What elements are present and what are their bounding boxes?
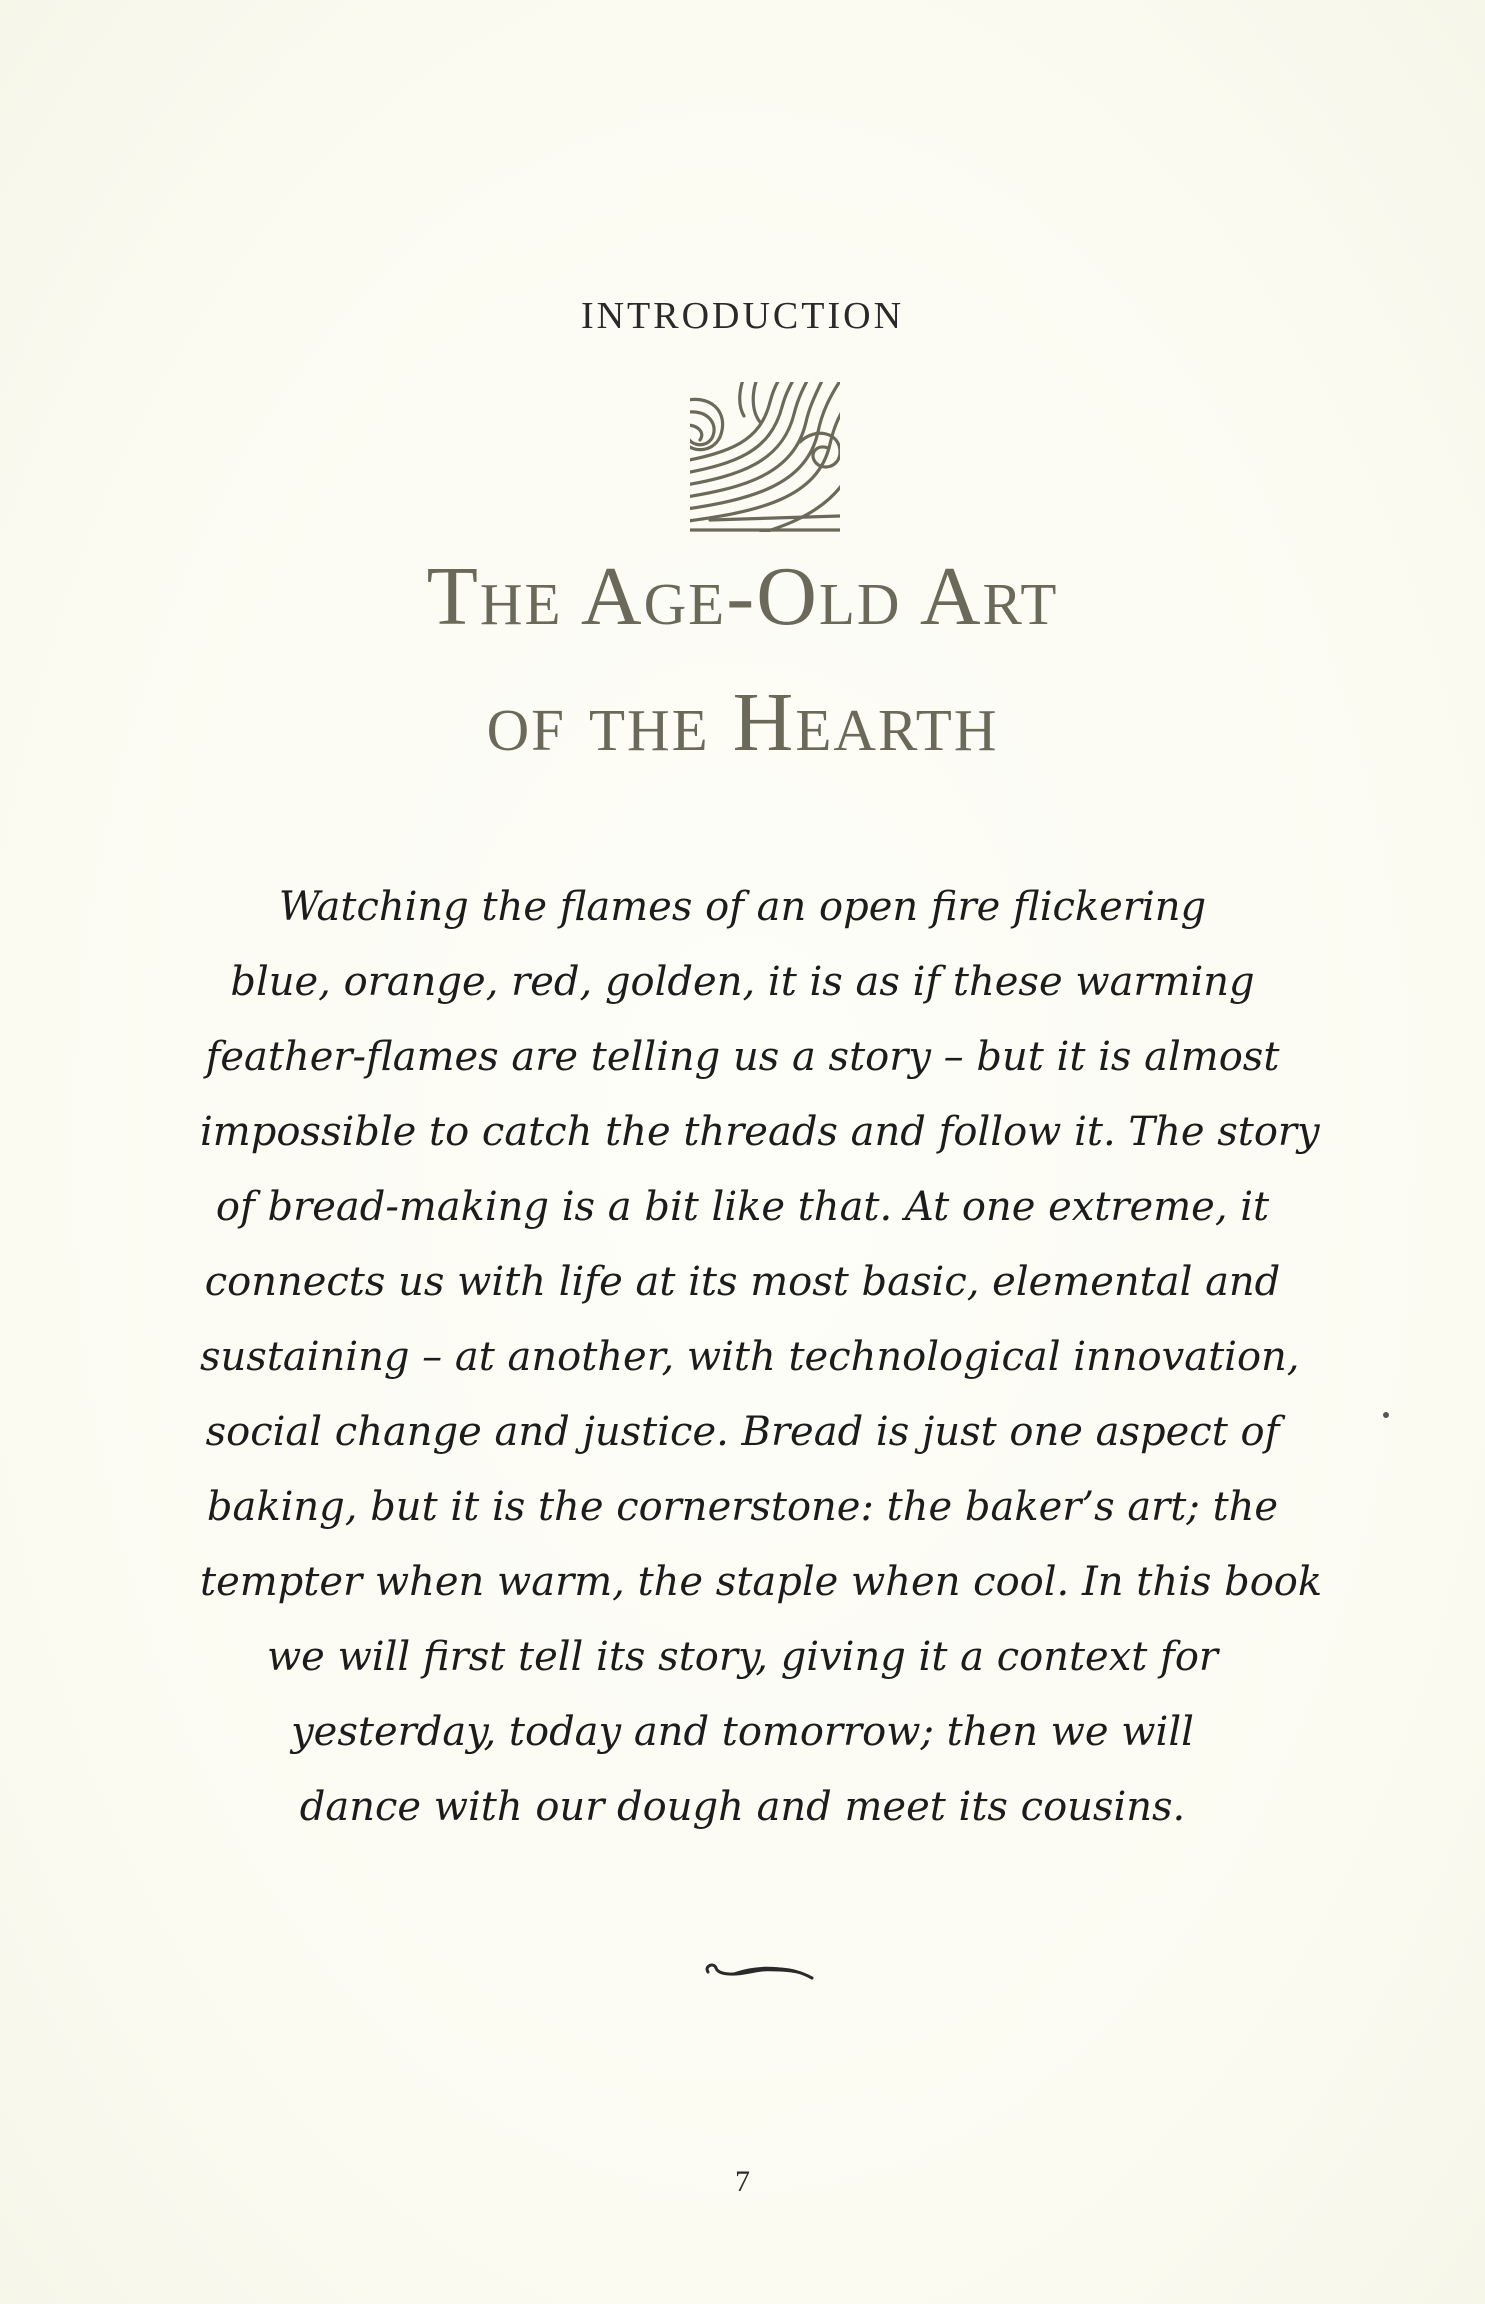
chapter-title: [0, 550, 1485, 807]
paragraph-line: baking, but it is the cornerstone: the baker’s art; the: [206, 1484, 1279, 1530]
flourish-ornament-icon: [700, 1950, 820, 1990]
paragraph-line: yesterday, today and tomorrow; then we will: [291, 1709, 1194, 1755]
paragraph-line: tempter when warm, the staple when cool. In this book: [200, 1559, 1323, 1605]
chapter-label: INTRODUCTION: [580, 295, 905, 337]
title-line-2: of the Hearth: [486, 676, 999, 769]
page-number: 7: [735, 2165, 750, 2198]
paragraph-line: blue, orange, red, golden, it is as if these warming: [230, 959, 1255, 1005]
title-line-1: The Age-Old Art: [426, 550, 1059, 643]
paragraph-line: social change and justice. Bread is just one aspect of: [205, 1409, 1280, 1455]
paragraph-line: of bread-making is a bit like that. At one extreme, it: [215, 1184, 1270, 1230]
paragraph-line: feather-flames are telling us a story – but it is almost: [205, 1034, 1280, 1080]
swirl-square-ornament-icon: [690, 382, 840, 532]
intro-paragraph: [200, 870, 1323, 1845]
paragraph-line: sustaining – at another, with technological innovation,: [200, 1334, 1300, 1380]
print-speck: [1383, 1412, 1389, 1418]
paragraph-line: Watching the flames of an open fire flickering: [278, 884, 1207, 930]
paragraph-line: impossible to catch the threads and follow it. The story: [200, 1109, 1320, 1155]
paragraph-line: connects us with life at its most basic, elemental and: [204, 1259, 1281, 1305]
paragraph-line: dance with our dough and meet its cousins.: [299, 1784, 1186, 1830]
paragraph-line: we will first tell its story, giving it a context for: [266, 1634, 1219, 1680]
